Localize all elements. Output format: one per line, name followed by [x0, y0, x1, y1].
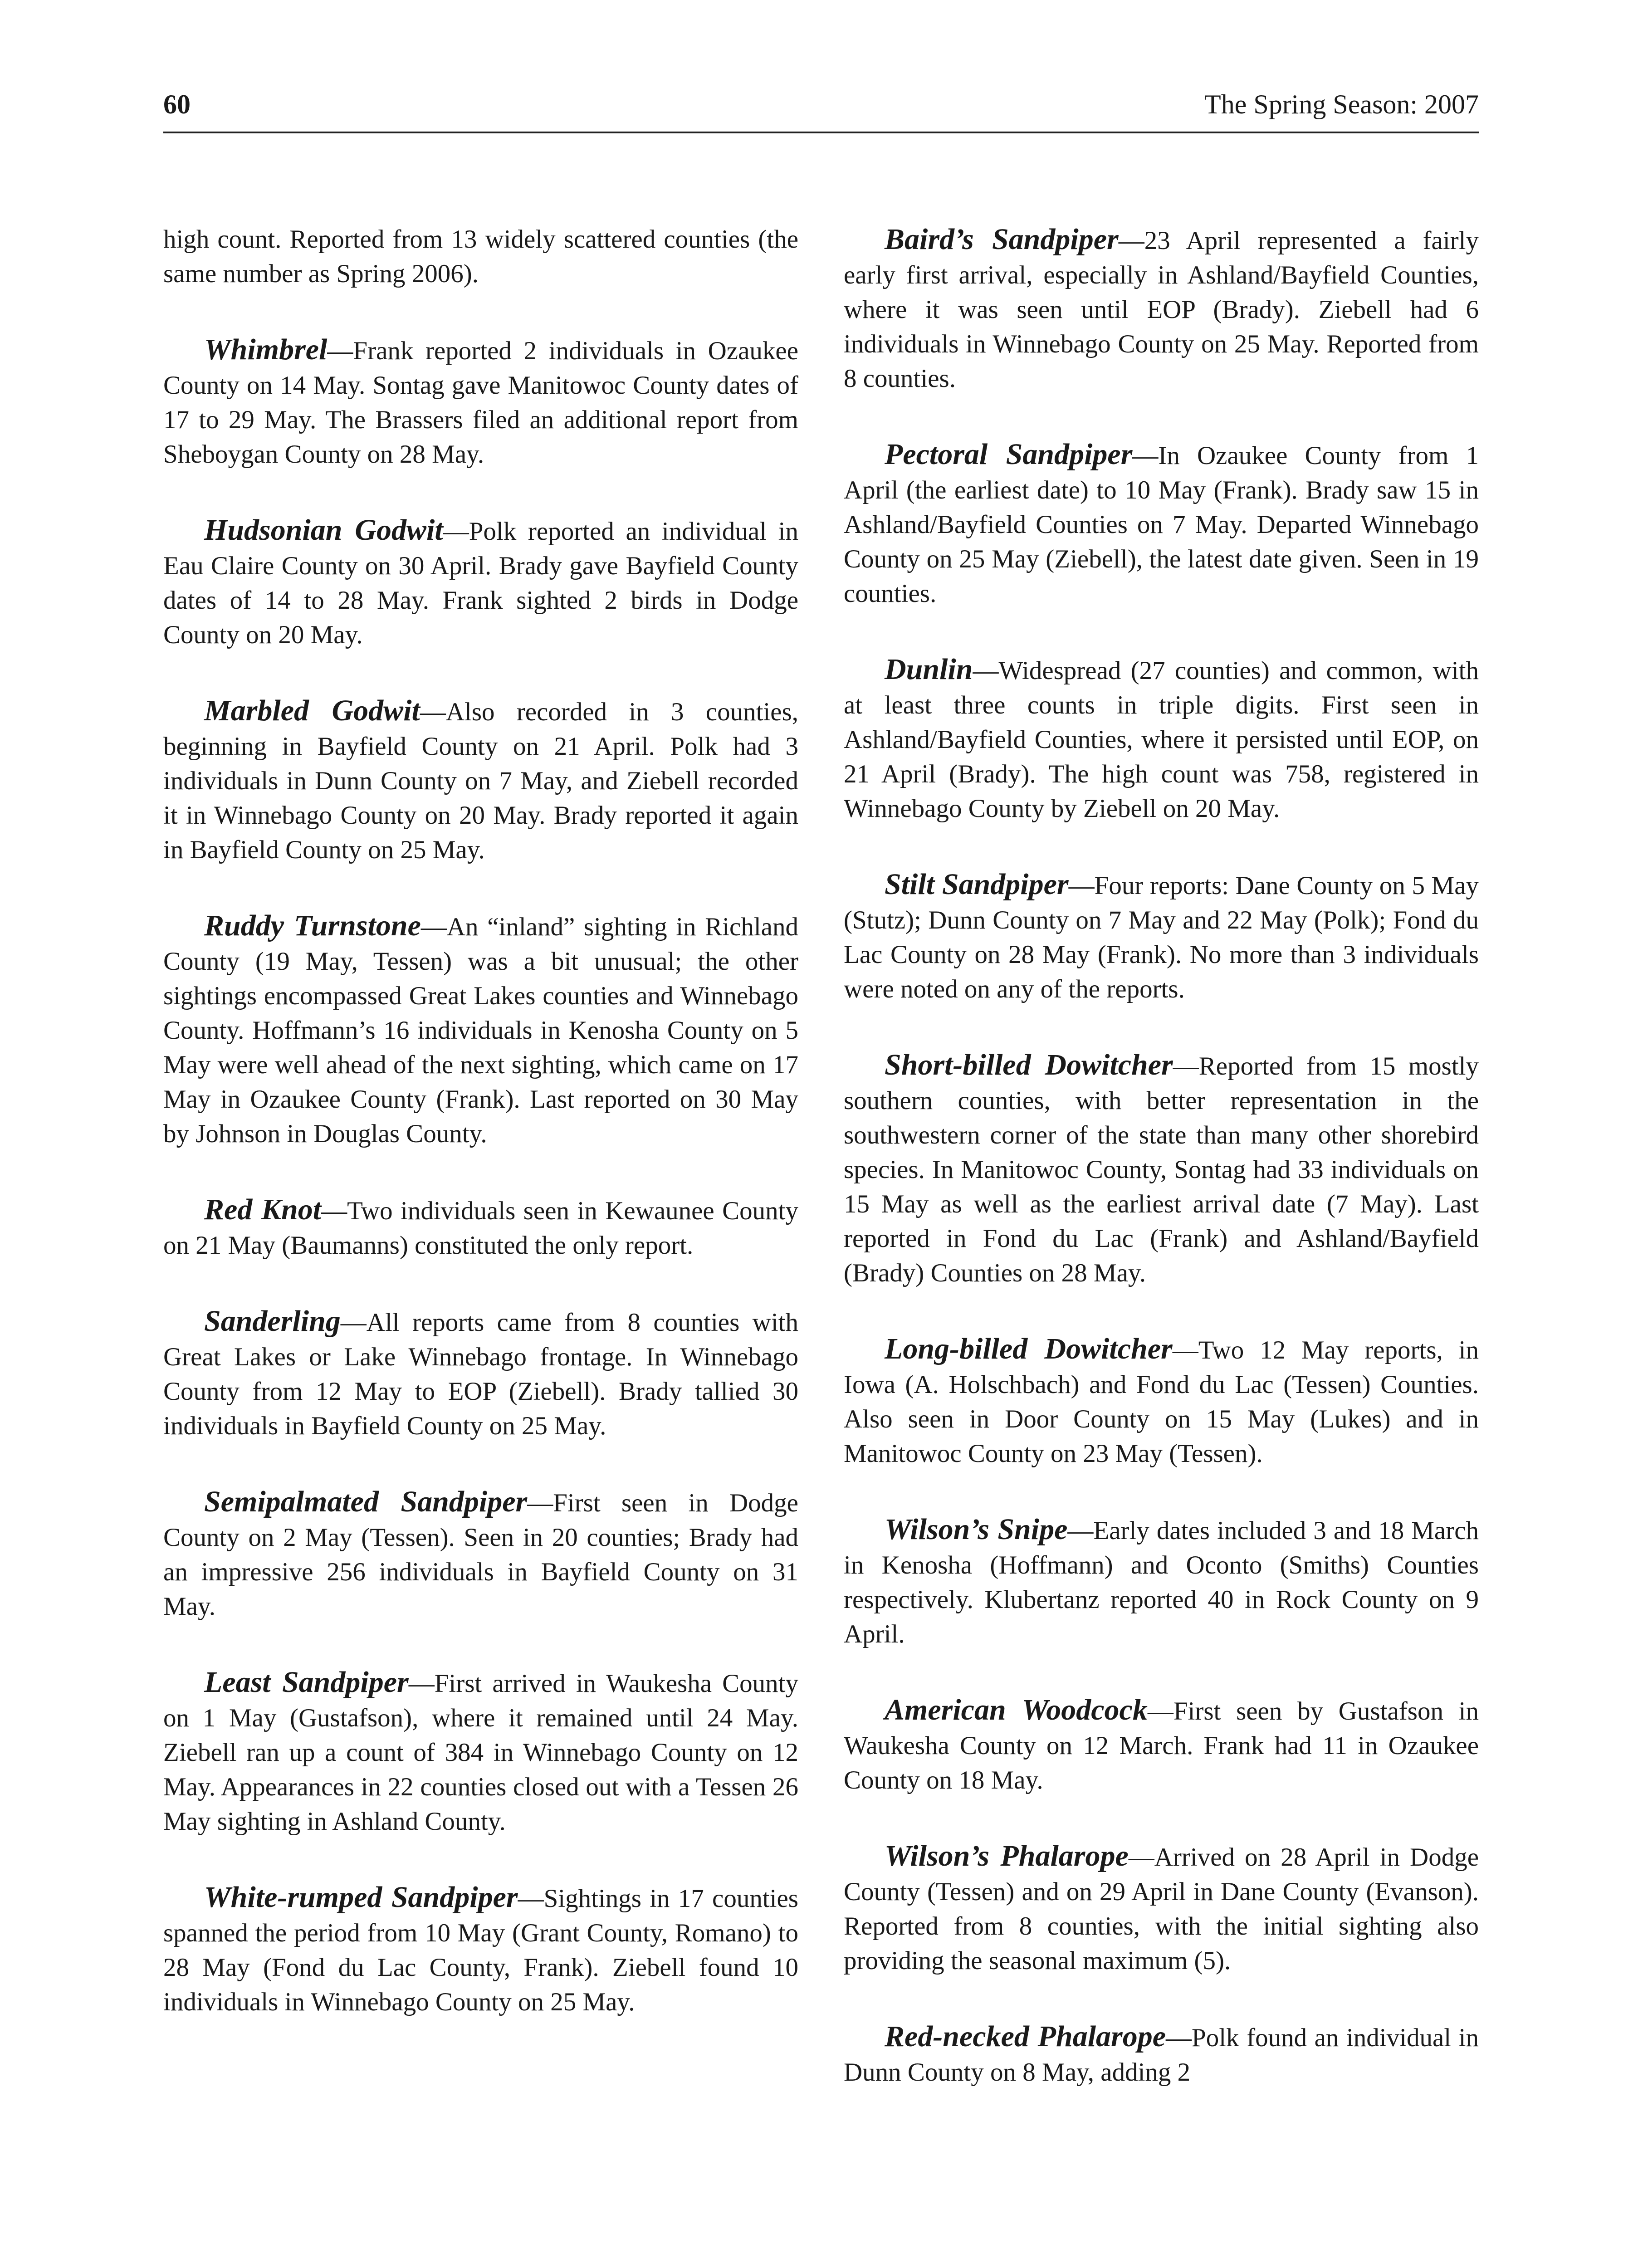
- species-name: Pectoral Sandpiper: [885, 438, 1133, 471]
- page-number: 60: [163, 89, 191, 119]
- account-text: —All reports came from 8 counties with Great Lakes or Lake Winnebago frontage. In Winnebago County from 12 May to EOP (Ziebell). Brady tallied 30 individuals in Bayfield County on 25 May.: [163, 1308, 798, 1440]
- species-account: [844, 1332, 1479, 1471]
- running-title: The Spring Season: 2007: [1204, 89, 1479, 119]
- species-account: [844, 1693, 1479, 1798]
- account-text: —Reported from 15 mostly southern counties, with better representation in the southwestern corner of the state than many other shorebird species. In Manitowoc County, Sontag had 33 individuals on 15 May as well as the earliest arrival date (7 May). Last reported in Fond du Lac (Frank) and Ashland/Bayfield (Brady) Counties on 28 May.: [844, 1052, 1479, 1287]
- species-account: [163, 1880, 798, 2019]
- account-text: —Two individuals seen in Kewaunee County on 21 May (Baumanns) constituted the only report.: [163, 1197, 798, 1260]
- left-column: [163, 222, 798, 2268]
- species-name: White-rumped Sandpiper: [204, 1881, 518, 1914]
- account-text: —Widespread (27 counties) and common, with at least three counts in triple digits. First seen in Ashland/Bayfield Counties, where it persisted until EOP, on 21 April (Brady). The high count was 758, registered in Winnebago County by Ziebell on 20 May.: [844, 656, 1479, 823]
- species-name: Marbled Godwit: [204, 694, 420, 727]
- species-account: [844, 1839, 1479, 1978]
- species-account: [844, 1048, 1479, 1290]
- account-text: —In Ozaukee County from 1 April (the earliest date) to 10 May (Frank). Brady saw 15 in Ashland/Bayfield Counties on 7 May. Departed Winnebago County on 25 May (Ziebell), the latest date given. Seen in 19 counties.: [844, 441, 1479, 608]
- account-text: —Frank reported 2 individuals in Ozaukee County on 14 May. Sontag gave Manitowoc County dates of 17 to 29 May. The Brassers filed an additional report from Sheboygan County on 28 May.: [163, 337, 798, 469]
- account-text: —Polk found an individual in Dunn County on 8 May, adding 2: [844, 2024, 1479, 2087]
- species-account: [163, 1304, 798, 1443]
- species-name: American Woodcock: [885, 1693, 1148, 1726]
- species-account: [844, 222, 1479, 396]
- account-text: —Polk reported an individual in Eau Claire County on 30 April. Brady gave Bayfield County dates of 14 to 28 May. Frank sighted 2 birds in Dodge County on 20 May.: [163, 517, 798, 649]
- species-name: Wilson’s Phalarope: [885, 1839, 1129, 1872]
- account-text: —First arrived in Waukesha County on 1 May (Gustafson), where it remained until 24 May. Ziebell ran up a count of 384 in Winnebago County on 12 May. Appearances in 22 counties closed out with a Tessen 26 May sighting in Ashland County.: [163, 1669, 798, 1836]
- species-name: Whimbrel: [204, 333, 328, 366]
- account-text: —Two 12 May reports, in Iowa (A. Holschbach) and Fond du Lac (Tessen) Counties. Also seen in Door County on 15 May (Lukes) and in Manitowoc County on 23 May (Tessen).: [844, 1336, 1479, 1468]
- species-name: Stilt Sandpiper: [885, 868, 1069, 901]
- species-name: Short-billed Dowitcher: [885, 1048, 1173, 1081]
- species-account: [163, 1193, 798, 1263]
- species-account: [163, 1665, 798, 1839]
- species-account: [163, 694, 798, 867]
- species-account: [163, 1485, 798, 1624]
- account-text: —Arrived on 28 April in Dodge County (Tessen) and on 29 April in Dane County (Evanson). Reported from 8 counties, with the initial sighting also providing the seasonal maximum (5).: [844, 1843, 1479, 1975]
- species-account: [844, 1512, 1479, 1652]
- account-text: —Four reports: Dane County on 5 May (Stutz); Dunn County on 7 May and 22 May (Polk); Fond du Lac County on 28 May (Frank). No more than 3 individuals were noted on any of the reports.: [844, 871, 1479, 1003]
- species-account: [163, 909, 798, 1151]
- species-account: [844, 437, 1479, 611]
- account-text: —Early dates included 3 and 18 March in Kenosha (Hoffmann) and Oconto (Smiths) Counties respectively. Klubertanz reported 40 in Rock County on 9 April.: [844, 1516, 1479, 1648]
- species-name: Semipalmated Sandpiper: [204, 1485, 528, 1518]
- species-name: Ruddy Turnstone: [204, 909, 421, 942]
- account-text: high count. Reported from 13 widely scattered counties (the same number as Spring 2006).: [163, 225, 798, 288]
- account-text: —First seen in Dodge County on 2 May (Tessen). Seen in 20 counties; Brady had an impressive 256 individuals in Bayfield County on 31 May.: [163, 1489, 798, 1621]
- species-name: Dunlin: [885, 653, 973, 686]
- species-name: Hudsonian Godwit: [204, 513, 443, 547]
- species-name: Wilson’s Snipe: [885, 1513, 1068, 1546]
- species-name: Least Sandpiper: [204, 1666, 409, 1699]
- right-column: [844, 222, 1479, 2268]
- account-text: —Sightings in 17 counties spanned the period from 10 May (Grant County, Romano) to 28 May (Fond du Lac County, Frank). Ziebell found 10 individuals in Winnebago County on 25 May.: [163, 1884, 798, 2016]
- account-text: —Also recorded in 3 counties, beginning in Bayfield County on 21 April. Polk had 3 individuals in Dunn County on 7 May, and Ziebell recorded it in Winnebago County on 20 May. Brady reported it again in Bayfield County on 25 May.: [163, 698, 798, 864]
- species-name: Red Knot: [204, 1193, 322, 1226]
- species-name: Red-necked Phalarope: [885, 2020, 1166, 2053]
- species-name: Baird’s Sandpiper: [885, 223, 1119, 256]
- account-text: —An “inland” sighting in Richland County (19 May, Tessen) was a bit unusual; the other sightings encompassed Great Lakes counties and Winnebago County. Hoffmann’s 16 individuals in Kenosha County on 5 May were well ahead of the next sighting, which came on 17 May in Ozaukee County (Frank). Last reported on 30 May by Johnson in Douglas County.: [163, 913, 798, 1148]
- account-text: —First seen by Gustafson in Waukesha County on 12 March. Frank had 11 in Ozaukee County on 18 May.: [844, 1697, 1479, 1794]
- species-account: [844, 867, 1479, 1007]
- page-header: [163, 86, 1479, 133]
- species-account: [163, 222, 798, 291]
- species-account: [844, 652, 1479, 826]
- species-account: [844, 2019, 1479, 2090]
- species-name: Long-billed Dowitcher: [885, 1332, 1173, 1365]
- species-account: [163, 332, 798, 472]
- species-account: [163, 513, 798, 652]
- species-name: Sanderling: [204, 1305, 341, 1338]
- account-text: —23 April represented a fairly early first arrival, especially in Ashland/Bayfield Counties, where it was seen until EOP (Brady). Ziebell had 6 individuals in Winnebago County on 25 May. Reported from 8 counties.: [844, 226, 1479, 393]
